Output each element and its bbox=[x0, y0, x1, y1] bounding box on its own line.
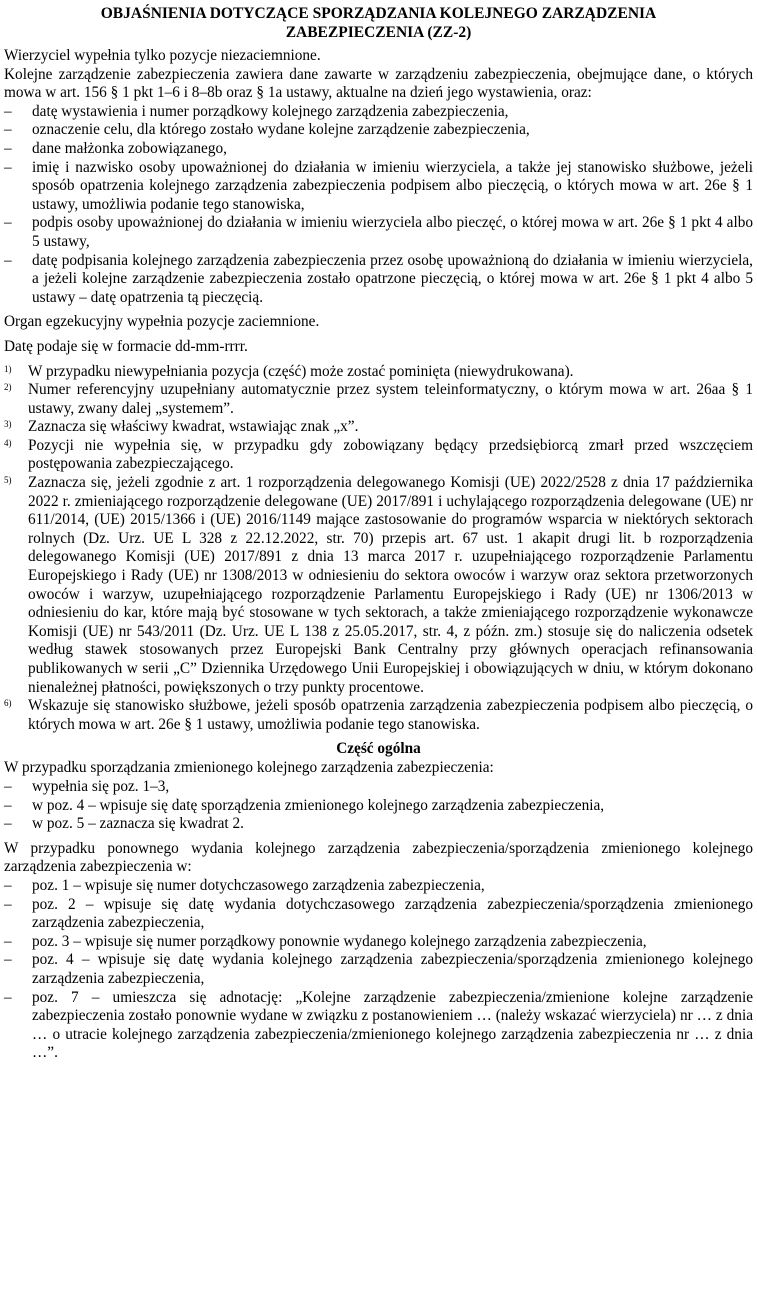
title-line-1: OBJAŚNIENIA DOTYCZĄCE SPORZĄDZANIA KOLEJNEGO ZARZĄDZENIA bbox=[100, 5, 657, 22]
footnote bbox=[4, 474, 753, 697]
intro-list bbox=[4, 103, 753, 308]
footnote-mark: 5) bbox=[4, 475, 12, 486]
footnote-text: Pozycji nie wypełnia się, w przypadku gdy zobowiązany będący przedsiębiorcą zmarł przed wszczęciem postępowania zabezpieczającego. bbox=[28, 436, 753, 473]
list-item: – poz. 2 – wpisuje się datę wydania dotychczasowego zarządzenia zabezpieczenia/sporządzenia zmienionego zarządzenia zabezpieczenia, bbox=[4, 896, 753, 933]
general-paragraph-1: W przypadku sporządzania zmienionego kolejnego zarządzenia zabezpieczenia: bbox=[4, 759, 494, 777]
intro-paragraph-2: Kolejne zarządzenie zabezpieczenia zawiera dane zawarte w zarządzeniu zabezpieczenia, obejmujące dane, o których mowa w art. 156 § 1 pkt 1–6 i 8–8b oraz § 1a ustawy, aktualne na dzień jego wystawienia, oraz: bbox=[4, 65, 753, 102]
general-list-1 bbox=[4, 778, 753, 834]
footnote bbox=[4, 418, 753, 437]
footnote-text: Zaznacza się, jeżeli zgodnie z art. 1 rozporządzenia delegowanego Komisji (UE) 2022/2528 z dnia 17 października 2022 r. zmieniającego rozporządzenie delegowane (UE) 2017/891 i uchylającego rozporządzenia delegowane (UE) nr 611/2014, (UE) 2015/1366 i (UE) 2016/1149 mające zastosowanie do programów wsparcia w niektórych sektorach rolnych (Dz. Urz. UE L 328 z 22.12.2022, str. 70) przepis art. 67 ust. 1 akapit drugi lit. b rozporządzenia delegowanego Komisji (UE) 2017/891 z dnia 13 marca 2017 r. uzupełniającego rozporządzenie Parlamentu Europejskiego i Rady (UE) nr 1308/2013 w odniesieniu do sektora owoców i warzyw oraz sektora przetworzonych owoców i warzyw, uzupełniającego rozporządzenie Parlamentu Europejskiego i Rady (UE) nr 1306/2013 w odniesieniu do kar, które mają być stosowane w tych sektorach, a także zmieniającego rozporządzenie wykonawcze Komisji (UE) nr 543/2011 (Dz. Urz. UE L 138 z 25.05.2017, str. 4, z późn. zm.) stosuje się do naliczenia odsetek według stawek stosowanych przez Europejski Bank Centralny przy głównych operacjach refinansowania publikowanych w serii „C” Dziennika Urzędowego Unii Europejskiej i obowiązujących w dniu, w którym dokonano nienależnej płatności, powiększonych o trzy punkty procentowe. bbox=[28, 474, 753, 696]
list-item: – dane małżonka zobowiązanego, bbox=[4, 140, 753, 159]
footnote-mark: 4) bbox=[4, 437, 12, 448]
list-item: – datę wystawienia i numer porządkowy kolejnego zarządzenia zabezpieczenia, bbox=[4, 103, 753, 122]
intro-paragraph-4: Datę podaje się w formacie dd-mm-rrrr. bbox=[4, 337, 248, 355]
general-paragraph-2: W przypadku ponownego wydania kolejnego zarządzenia zabezpieczenia/sporządzenia zmienionego kolejnego zarządzenia zabezpieczenia w: bbox=[4, 839, 753, 876]
footnote-mark: 3) bbox=[4, 419, 12, 430]
footnote-text: W przypadku niewypełniania pozycja (część) może zostać pominięta (niewydrukowana). bbox=[28, 362, 574, 380]
list-item: – wypełnia się poz. 1–3, bbox=[4, 778, 753, 797]
footnote-text: Wskazuje się stanowisko służbowe, jeżeli sposób opatrzenia zarządzenia zabezpieczenia podpisem albo pieczęcią, o których mowa w art. 26e § 1 ustawy, umożliwia podanie tego stanowiska. bbox=[28, 697, 753, 733]
general-list-2 bbox=[4, 877, 753, 1063]
list-item: – imię i nazwisko osoby upoważnionej do działania w imieniu wierzyciela, a także jej stanowisko służbowe, jeżeli sposób opatrzenia kolejnego zarządzenia zabezpieczenia podpisem albo pieczęcią, o których mowa w art. 26e § 1 ustawy, umożliwia podanie tego stanowiska, bbox=[4, 159, 753, 215]
list-item: – poz. 3 – wpisuje się numer porządkowy ponownie wydanego kolejnego zarządzenia zabezpieczenia, bbox=[4, 933, 753, 952]
list-item: – poz. 7 – umieszcza się adnotację: „Kolejne zarządzenie zabezpieczenia/zmienione kolejne zarządzenie zabezpieczenia zostało ponownie wydane w związku z postanowieniem … (należy wskazać wierzyciela) nr … z dnia … o utracie kolejnego zarządzenia zabezpieczenia/zmienionego kolejnego zarządzenia zabezpieczenia nr … z dnia …”. bbox=[4, 989, 753, 1063]
list-item: – w poz. 5 – zaznacza się kwadrat 2. bbox=[4, 815, 753, 834]
list-item: – podpis osoby upoważnionej do działania w imieniu wierzyciela albo pieczęć, o której mowa w art. 26e § 1 pkt 4 albo 5 ustawy, bbox=[4, 214, 753, 251]
intro-paragraph-1: Wierzyciel wypełnia tylko pozycje niezaciemnione. bbox=[4, 47, 321, 64]
footnote-text: Zaznacza się właściwy kwadrat, wstawiając znak „x”. bbox=[28, 418, 359, 436]
footnote-text: Numer referencyjny uzupełniany automatycznie przez system teleinformatyczny, o którym mowa w art. 26aa § 1 ustawy, zwany dalej „systemem”. bbox=[28, 381, 753, 417]
list-item: – poz. 4 – wpisuje się datę wydania kolejnego zarządzenia zabezpieczenia/sporządzenia zmienionego kolejnego zarządzenia zabezpieczenia, bbox=[4, 951, 753, 988]
footnote bbox=[4, 381, 753, 418]
footnote-mark: 6) bbox=[4, 698, 12, 709]
section-title-general: Część ogólna bbox=[336, 740, 421, 758]
footnote-mark: 2) bbox=[4, 382, 12, 393]
footnote bbox=[4, 697, 753, 734]
list-item: – oznaczenie celu, dla którego zostało wydane kolejne zarządzenie zabezpieczenia, bbox=[4, 121, 753, 140]
footnote bbox=[4, 437, 753, 474]
list-item: – datę podpisania kolejnego zarządzenia zabezpieczenia przez osobę upoważnioną do działania w imieniu wierzyciela, a jeżeli kolejne zarządzenie zabezpieczenia zostało opatrzone pieczęcią, o której mowa w art. 26e § 1 pkt 4 albo 5 ustawy – datę opatrzenia tą pieczęcią. bbox=[4, 252, 753, 308]
list-item: – w poz. 4 – wpisuje się datę sporządzenia zmienionego kolejnego zarządzenia zabezpieczenia, bbox=[4, 797, 753, 816]
footnote-mark: 1) bbox=[4, 363, 12, 374]
footnotes bbox=[4, 363, 753, 735]
document-title bbox=[4, 4, 753, 42]
intro-paragraph-3: Organ egzekucyjny wypełnia pozycje zaciemnione. bbox=[4, 313, 320, 331]
list-item: – poz. 1 – wpisuje się numer dotychczasowego zarządzenia zabezpieczenia, bbox=[4, 877, 753, 896]
title-line-2: ZABEZPIECZENIA (ZZ-2) bbox=[285, 24, 472, 41]
footnote bbox=[4, 363, 753, 382]
